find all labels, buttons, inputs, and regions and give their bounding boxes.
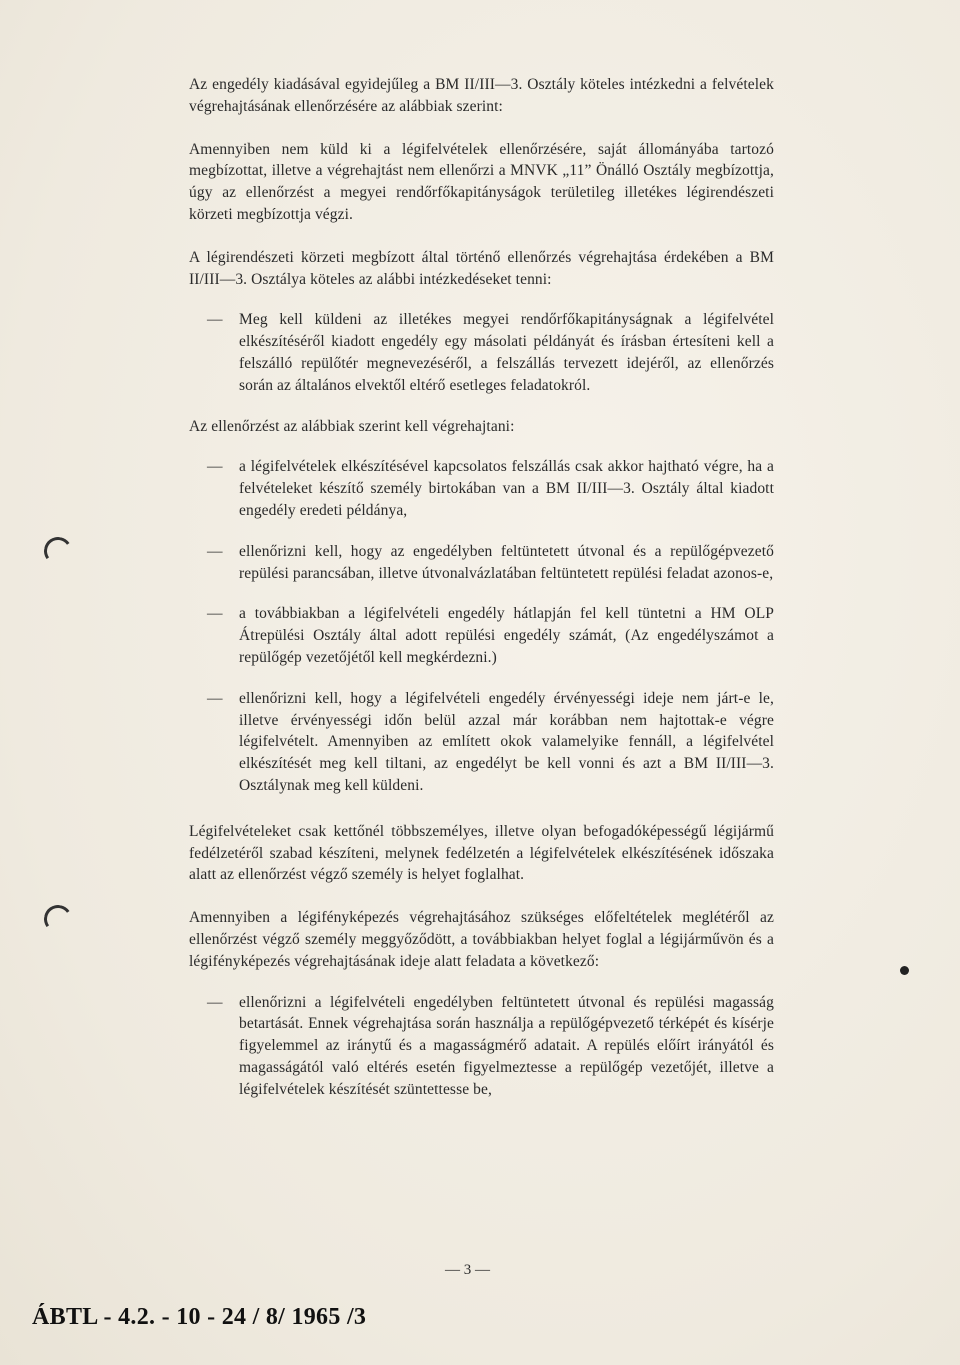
paragraph-check-procedure: Az ellenőrzést az alábbiak szerint kell végrehajtani: bbox=[189, 417, 515, 435]
list-item bbox=[189, 541, 774, 585]
list-item bbox=[189, 456, 774, 521]
list-dash: — bbox=[207, 458, 223, 476]
list-item bbox=[189, 992, 774, 1101]
document-body bbox=[189, 74, 774, 1119]
page-number: — 3 — bbox=[445, 1262, 490, 1278]
list-item-text: ellenőrizni a légifelvételi engedélyben feltüntetett útvonal és repülési magasság betartását. Ennek végrehajtása során használja a repülőgépvezető térképét és kísérje figyelemmel az iránytű és a magasságmérő adatait. A repülés előírt irányától és magasságától való eltérés esetén figyelmeztesse a repülőgép vezetőjét, illetve a légifelvételek készítését szüntettesse be, bbox=[239, 993, 774, 1098]
list-dash: — bbox=[207, 605, 223, 623]
list-item bbox=[189, 309, 774, 396]
punch-hole-mark-bottom bbox=[42, 903, 74, 935]
list-dash: — bbox=[207, 542, 223, 560]
list-item bbox=[189, 688, 774, 797]
archive-reference: ÁBTL - 4.2. - 10 - 24 / 8/ 1965 /3 bbox=[32, 1304, 367, 1330]
list-dash: — bbox=[207, 689, 223, 707]
list-item-text: Meg kell küldeni az illetékes megyei rendőrfőkapitányságnak a légifelvétel elkészítéséről kiadott engedély egy másolati példányát és írásban értesíteni kell a felszálló repülőtér megnevezéséről, a felszállás tervezett idejéről, az ellenőrzés során az általános elvektől eltérő esetleges feladatokról. bbox=[239, 311, 774, 394]
list-item-text: a légifelvételek elkészítésével kapcsolatos felszállás csak akkor hajtható végre, ha a felvételeket készítő személy birtokában van a BM II/III—3. Osztály által kiadott engedély eredeti példánya, bbox=[239, 458, 774, 519]
list-item-text: ellenőrizni kell, hogy a légifelvételi engedély érvényességi ideje nem járt-e le, illetve érvényességi időn belül azzal már korábban nem hajtottak-e végre légifelvételt. Amennyiben az említett okok valamelyike fennáll, a légifelvétel elkészítését meg kell tiltani, az engedélyt be kell vonni és azt a BM II/III—3. Osztálynak meg kell küldeni. bbox=[239, 689, 774, 794]
list-dash: — bbox=[207, 993, 223, 1011]
list-item-text: ellenőrizni kell, hogy az engedélyben feltüntetett útvonal és a repülőgépvezető repülési parancsában, illetve útvonalvázlatában feltüntetett repülési feladat azonos-e, bbox=[239, 542, 774, 582]
paragraph-police-measures: A légirendészeti körzeti megbízott által történő ellenőrzés végrehajtása érdekében a BM II/III—3. Osztálya köteles az alábbi intézkedéseket tenni: bbox=[189, 248, 774, 288]
paragraph-supervision: Amennyiben nem küld ki a légifelvételek ellenőrzésére, saját állományába tartozó megbízottat, illetve a végrehajtást nem ellenőrzi a MNVK „11” Önálló Osztály megbízottja, úgy az ellenőrzést a megyei rendőrfőkapitányságok területileg illetékes légirendészeti körzeti megbízottja végzi. bbox=[189, 140, 774, 223]
list-item-text: a továbbiakban a légifelvételi engedély hátlapján fel kell tüntetni a HM OLP Átrepülési Osztály által adott repülési engedély számát, (Az engedélyszámot a repülőgép vezetőjétől kell megkérdezni.) bbox=[239, 605, 774, 666]
paragraph-aircraft-capacity: Légifelvételeket csak kettőnél többszemélyes, illetve olyan befogadóképességű légijármű fedélzetéről szabad készíteni, melynek fedélzetén a légifelvételek elkészítésének időszaka alatt az ellenőrzést végző személy is helyet foglalhat. bbox=[189, 822, 774, 884]
paragraph-intro: Az engedély kiadásával egyidejűleg a BM II/III—3. Osztály köteles intézkedni a felvételek végrehajtásának ellenőrzésére az alábbiak szerint: bbox=[189, 76, 774, 115]
list-item bbox=[189, 603, 774, 668]
paragraph-inspector-duties: Amennyiben a légifényképezés végrehajtásához szükséges előfeltételek meglétéről az ellenőrzést végző személy meggyőződött, a továbbiakban helyet foglal a légijárművön és a légifényképezés végrehajtásának ideje alatt feladata a következő: bbox=[189, 909, 774, 970]
ink-spot bbox=[900, 966, 909, 975]
punch-hole-mark-top bbox=[42, 535, 74, 567]
list-dash: — bbox=[207, 311, 223, 329]
